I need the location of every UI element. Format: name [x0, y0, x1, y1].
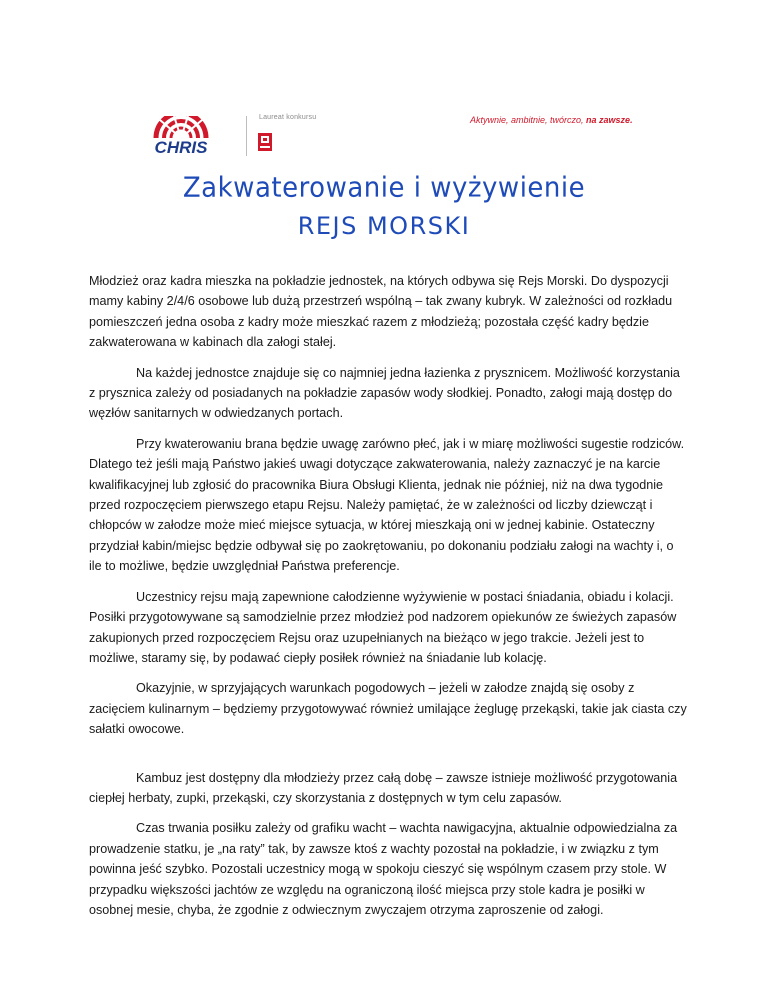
chris-logo — [126, 116, 236, 156]
header-divider — [246, 116, 247, 156]
page-subtitle: REJS MORSKI — [297, 212, 471, 240]
page-title: Zakwaterowanie i wyżywienie — [182, 172, 586, 204]
paragraph-snacks: Okazyjnie, w sprzyjających warunkach pogodowych – jeżeli w załodze znajdą się osoby z zacięciem kulinarnym – będziemy przygotowywać również umilające żeglugę przekąski, takie jak ciasta czy sałatki owocowe. — [89, 681, 687, 737]
slogan: Aktywnie, ambitnie, twórczo, na zawsze. — [470, 115, 633, 125]
paragraph-galley: Kambuz jest dostępny dla młodzieży przez całą dobę – zawsze istnieje możliwość przygotowania ciepłej herbaty, zupki, przekąski, czy skorzystania z dostępnych w tym celu zapasów. — [89, 770, 678, 805]
paragraph-bathroom: Na każdej jednostce znajduje się co najmniej jedna łazienka z prysznicem. Możliwość korzystania z prysznica zależy od posiadanych na pokładzie zapasów wody słodkiej. Ponadto, załogi mają dostęp do węzłów sanitarnych w odwiedzanych portach. — [89, 365, 680, 421]
laureat-label: Laureat konkursu — [259, 114, 317, 121]
paragraph-meals: Uczestnicy rejsu mają zapewnione całodzienne wyżywienie w postaci śniadania, obiadu i kolacji. Posiłki przygotowywane są samodzielnie przez młodzież pod nadzorem opiekunów ze świeżych zapasów zakupionych przed rozpoczęciem Rejsu oraz uzupełnianych na bieżąco w jego trakcie. Jeżeli jest to możliwe, staramy się, by podawać ciepły posiłek również na śniadanie lub kolację. — [89, 589, 677, 665]
logo-text: CHRIS — [154, 138, 208, 156]
title-block — [0, 170, 768, 244]
document-body — [89, 271, 687, 930]
page-header — [0, 0, 768, 170]
paragraph-assignment: Przy kwaterowaniu brana będzie uwagę zarówno płeć, jak i w miarę możliwości sugestie rodziców. Dlatego też jeśli mają Państwo jakieś uwagi dotyczące zakwaterowania, należy zaznaczyć je na karcie kwalifikacyjnej lub zgłosić do pracownika Biura Obsługi Klienta, jednak nie później, niż na dwa tygodnie przed rozpoczęciem pierwszego etapu Rejsu. Należy pamiętać, że w zależności od liczby dziewcząt i chłopców w załodze może mieć miejsce sytuacja, w której mieszkają oni w jednej kabinie. Ostateczny przydział kabin/miejsc będzie odbywał się po zaokrętowaniu, po dokonaniu podziału załogi na wachty i, o ile to możliwe, będzie uwzględniał Państwa preferencje. — [89, 436, 685, 574]
paragraph-accommodation: Młodzież oraz kadra mieszka na pokładzie jednostek, na których odbywa się Rejs Morski. Do dyspozycji mamy kabiny 2/4/6 osobowe lub dużą przestrzeń wspólną – tak zwany kubryk. W zależności od rozkładu pomieszczeń jedna osoba z kadry może mieszkać razem z młodzieżą; pozostała część kadry będzie zakwaterowana w kabinach dla załogi stałej. — [89, 274, 673, 350]
paragraph-meal-time: Czas trwania posiłku zależy od grafiku wacht – wachta nawigacyjna, aktualnie odpowiedzialna za prowadzenie statku, je „na raty” tak, by zawsze ktoś z wachty pozostał na pokładzie, i w związku z tym powinna jeść szybko. Pozostali uczestnicy mogą w spokoju cieszyć się wspólnym czasem przy stole. W przypadku większości jachtów ze względu na ograniczoną ilość miejsca przy stole kadra je posiłki w osobnej mesie, chyba, że zgodnie z odwiecznym zwyczajem otrzyma zaproszenie od załogi. — [89, 821, 678, 917]
award-badge-icon — [258, 133, 272, 151]
